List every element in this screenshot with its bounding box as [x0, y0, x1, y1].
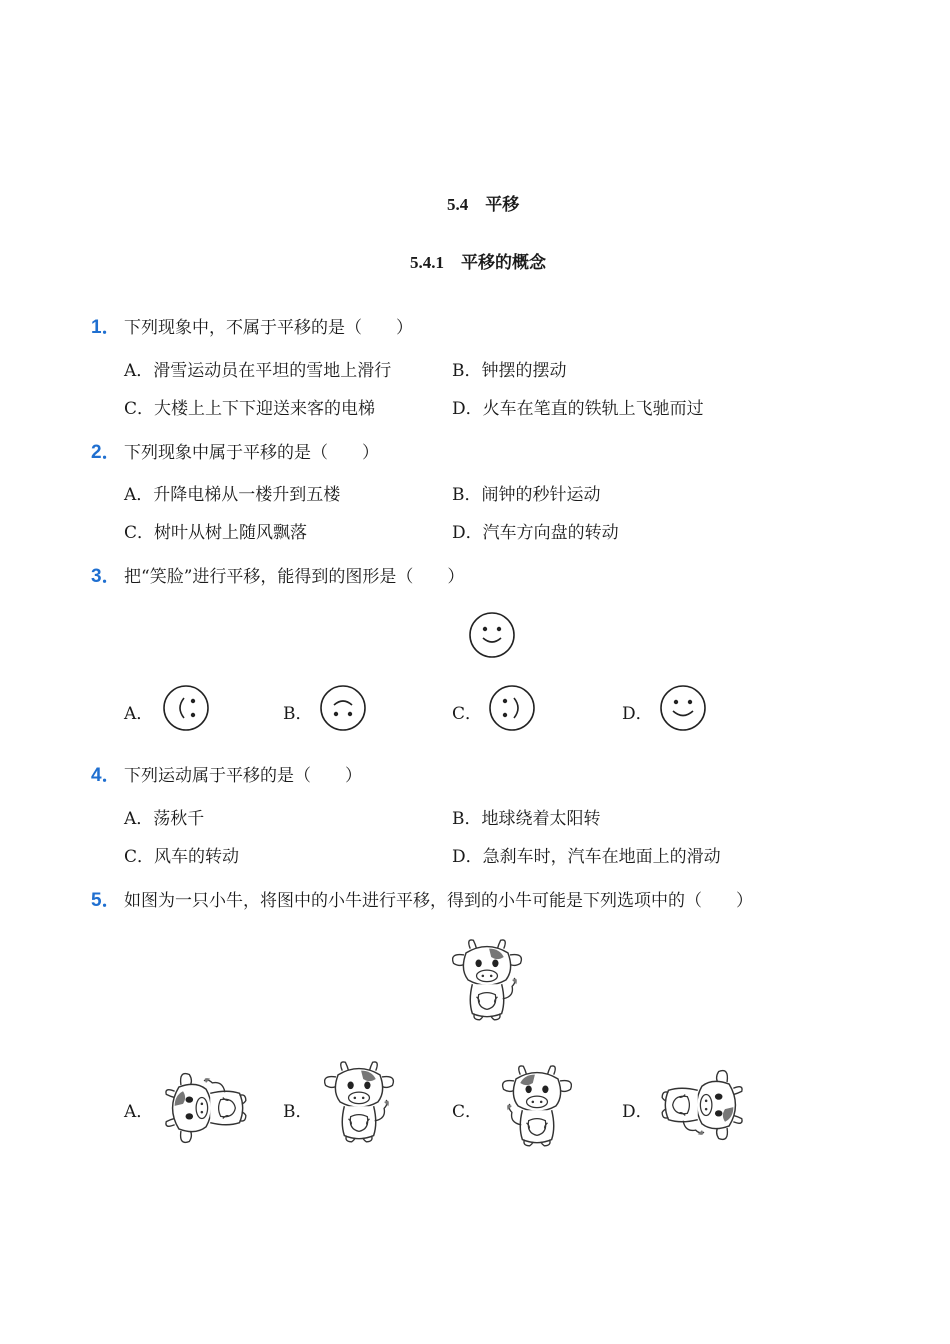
cow-mirrored-figure — [492, 1060, 582, 1150]
cow-rotated-left-figure — [160, 1063, 250, 1153]
smiley-rotated-left-icon — [162, 684, 210, 732]
option-d: D．火车在笔直的铁轨上飞驰而过 — [452, 399, 704, 419]
option-b: B．地球绕着太阳转 — [452, 809, 601, 829]
option-a: A．升降电梯从一楼升到五楼 — [124, 485, 341, 505]
option-d: D．汽车方向盘的转动 — [452, 523, 619, 543]
question-number: 1． — [91, 317, 121, 338]
question-text: 下列现象中，不属于平移的是（ ） — [124, 318, 413, 338]
cow-upright-figure — [314, 1056, 404, 1146]
subsection-title: 5.4.1 平移的概念 — [410, 253, 546, 272]
question-text: 下列运动属于平移的是（ ） — [124, 766, 362, 786]
option-a: A．滑雪运动员在平坦的雪地上滑行 — [124, 361, 392, 381]
smiley-rotated-right-icon — [488, 684, 536, 732]
option-c: C．风车的转动 — [124, 847, 240, 867]
option-b: B．钟摆的摆动 — [452, 361, 567, 381]
option-c: C．大楼上上下下迎送来客的电梯 — [124, 399, 376, 419]
smiley-face-icon — [468, 611, 516, 659]
question-number: 4． — [91, 765, 121, 786]
option-c: C．树叶从树上随风飘落 — [124, 523, 308, 543]
cow-rotated-right-figure — [658, 1060, 748, 1150]
question-number: 3． — [91, 566, 121, 587]
option-c-label: C． — [452, 704, 483, 724]
option-b-label: B． — [283, 1102, 313, 1122]
question-text: 如图为一只小牛，将图中的小牛进行平移，得到的小牛可能是下列选项中的（ ） — [124, 891, 753, 911]
question-number: 2． — [91, 442, 121, 463]
option-a-label: A． — [124, 1102, 154, 1122]
option-b: B．闹钟的秒针运动 — [452, 485, 601, 505]
option-d: D．急刹车时，汽车在地面上的滑动 — [452, 847, 721, 867]
option-d-label: D． — [622, 1102, 653, 1122]
smiley-upside-down-icon — [319, 684, 367, 732]
smiley-upright-icon — [659, 684, 707, 732]
question-number: 5． — [91, 890, 121, 911]
question-text: 把“笑脸”进行平移，能得到的图形是（ ） — [124, 567, 465, 587]
option-c-label: C． — [452, 1102, 483, 1122]
question-text: 下列现象中属于平移的是（ ） — [124, 443, 379, 463]
option-a-label: A． — [124, 704, 154, 724]
option-b-label: B． — [283, 704, 313, 724]
option-d-label: D． — [622, 704, 653, 724]
option-a: A．荡秋千 — [124, 809, 205, 829]
cow-original-figure — [442, 934, 532, 1024]
section-title: 5.4 平移 — [447, 195, 520, 214]
